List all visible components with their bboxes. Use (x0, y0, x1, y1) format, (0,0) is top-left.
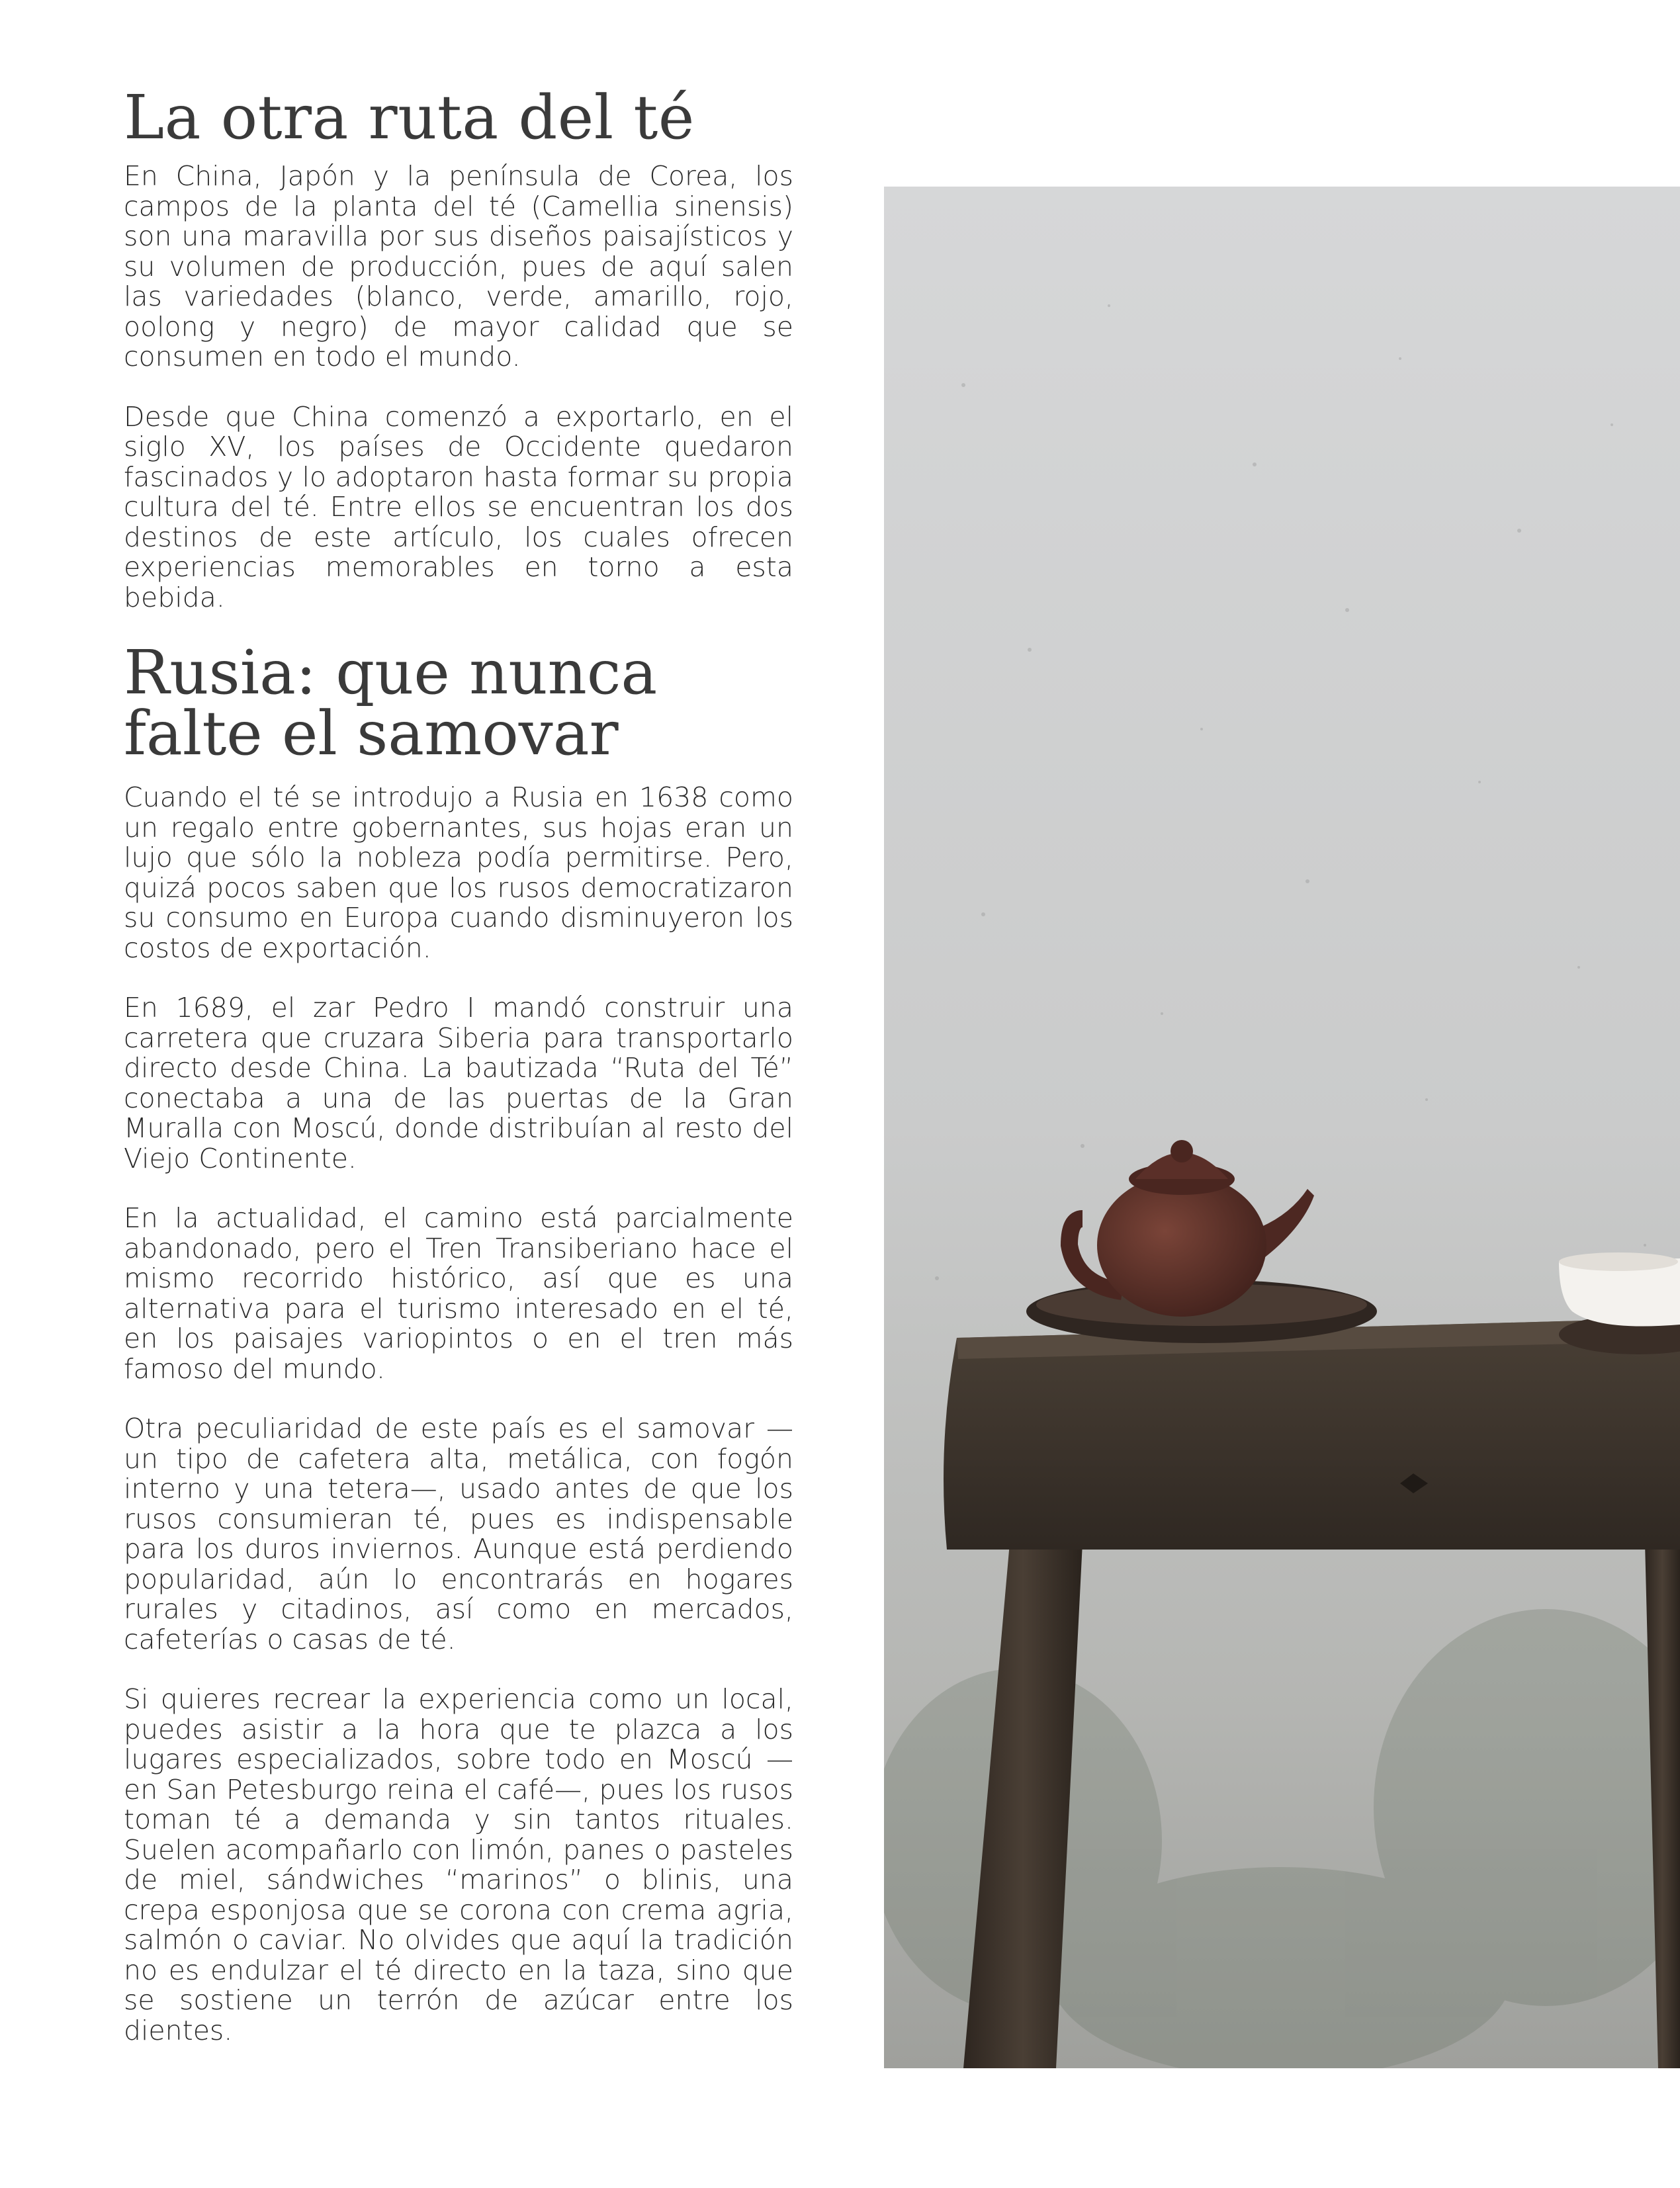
section-paragraph-1: Cuando el té se introdujo a Rusia en 1638 como un regalo entre gobernantes, sus hojas eran un lujo que sólo la nobleza podía permitirse. Pero, quizá pocos saben que los rusos democratizaron su consumo en Europa cuando disminuyeron los costos de exportación. (124, 781, 793, 964)
teapot-knob (1171, 1140, 1193, 1162)
intro-paragraph-2: Desde que China comenzó a exportarlo, en el siglo XV, los países de Occidente quedaron fascinados y lo adoptaron hasta formar su propia cultura del té. Entre ellos se encuentran los dos destinos de este artículo, los cuales ofrecen experiencias memorables en torno a esta bebida. (124, 400, 793, 613)
intro-paragraph-1: En China, Japón y la península de Corea, los campos de la planta del té (Camellia sinensis) son una maravilla por sus diseños paisajísticos y su volumen de producción, pues de aquí salen las variedades (blanco, verde, amarillo, rojo, oolong y negro) de mayor calidad que se consumen en todo el mundo. (124, 160, 793, 372)
article-title: La otra ruta del té (124, 82, 695, 153)
teapot-photo-illustration (884, 187, 1680, 2068)
tea-cup-rim (1559, 1252, 1678, 1271)
section-title: Rusia: que nunca falte el samovar (124, 637, 658, 769)
section-paragraph-4: Otra peculiaridad de este país es el samovar —un tipo de cafetera alta, metálica, con fogón interno y una tetera—, usado antes de que los rusos consumieran té, pues es indispensable para los duros inviernos. Aunque está perdiendo popularidad, aún lo encontrarás en hogares rurales y citadinos, así como en mercados, cafeterías o casas de té. (124, 1413, 793, 1655)
teapot-body (1097, 1174, 1266, 1317)
section-paragraph-3: En la actualidad, el camino está parcialmente abandonado, pero el Tren Transiberiano hace el mismo recorrido histórico, así que es una alternativa para el turismo interesado en el té, en los paisajes variopintos o en el tren más famoso del mundo. (124, 1202, 793, 1385)
teapot-photo (884, 187, 1680, 2068)
article-text-column (124, 82, 793, 2076)
section-paragraph-2: En 1689, el zar Pedro I mandó construir una carretera que cruzara Siberia para transportarlo directo desde China. La bautizada “Ruta del Té” conectaba a una de las puertas de la Gran Muralla con Moscú, donde distribuían al resto del Viejo Continente. (124, 992, 793, 1174)
section-paragraph-5: Si quieres recrear la experiencia como un local, puedes asistir a la hora que te plazca a los lugares especializados, sobre todo en Moscú —en San Petesburgo reina el café—, pues los rusos toman té a demanda y sin tantos rituales. Suelen acompañarlo con limón, panes o pasteles de miel, sándwiches “marinos” o blinis, una crepa esponjosa que se corona con crema agria, salmón o caviar. No olvides que aquí la tradición no es endulzar el té directo en la taza, sino que se sostiene un terrón de azúcar entre los dientes. (124, 1683, 793, 2046)
